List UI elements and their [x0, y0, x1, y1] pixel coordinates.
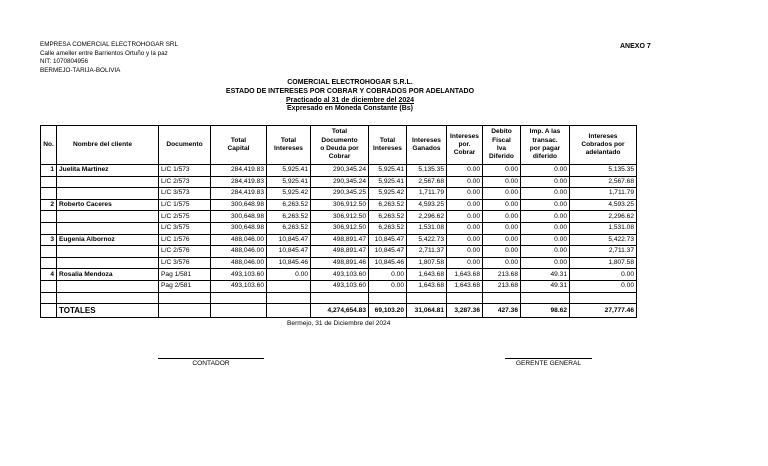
cell-row-number — [41, 176, 57, 188]
cell-interest-earned: 1,643.68 — [407, 280, 447, 292]
cell-total-interest-2: 10,845.46 — [369, 257, 407, 269]
report-title: ESTADO DE INTERESES POR COBRAR Y COBRADOS POR ADELANTADO — [225, 87, 475, 95]
cell-client-name — [57, 176, 159, 188]
cell-interest-earned: 1,807.58 — [407, 257, 447, 269]
cell-total-interest-2: 5,925.41 — [369, 165, 407, 177]
cell-total-capital: 300,648.98 — [211, 222, 267, 234]
cell-interest-earned: 4,593.25 — [407, 199, 447, 211]
col-header-capital: Total Capital — [211, 126, 267, 165]
cell-tax-deferred: 0.00 — [521, 211, 570, 223]
cell-tax-deferred: 0.00 — [521, 188, 570, 200]
cell-iva-deferred: 0.00 — [483, 257, 521, 269]
col-header-document: Documento — [159, 126, 211, 165]
cell-iva-deferred: 0.00 — [483, 188, 521, 200]
company-name: EMPRESA COMERCIAL ELECTROHOGAR SRL — [40, 41, 178, 48]
cell-document: Pag 1/581 — [159, 269, 211, 281]
cell-row-number: 3 — [41, 234, 57, 246]
cell-document: L/C 3/575 — [159, 222, 211, 234]
totals-total-document: 4,274,654.83 — [311, 303, 369, 317]
cell-interest-advance: 2,567.68 — [570, 176, 637, 188]
col-header-total-interest: Total Intereses — [369, 126, 407, 165]
cell-document: Pag 2/581 — [159, 280, 211, 292]
cell-client-name: Eugenia Albornoz — [57, 234, 159, 246]
cell-total-capital: 493,103.60 — [211, 280, 267, 292]
cell-total-interest: 6,263.52 — [267, 222, 311, 234]
totals-receivable: 3,287.36 — [447, 303, 483, 317]
totals-total-interest: 69,103.20 — [369, 303, 407, 317]
cell-total-document: 498,891.47 — [311, 246, 369, 258]
cell-total-capital: 300,648.98 — [211, 211, 267, 223]
totals-imp: 98.62 — [521, 303, 570, 317]
cell-document: L/C 3/576 — [159, 257, 211, 269]
cell-total-capital: 284,419.83 — [211, 165, 267, 177]
cell-total-interest-2: 10,845.47 — [369, 234, 407, 246]
cell-client-name — [57, 280, 159, 292]
cell-interest-advance: 2,296.62 — [570, 211, 637, 223]
cell-total-interest: 5,925.41 — [267, 176, 311, 188]
cell-total-capital: 284,419.83 — [211, 188, 267, 200]
table-row — [41, 199, 637, 211]
cell-total-capital: 493,103.60 — [211, 269, 267, 281]
cell-total-interest: 6,263.52 — [267, 211, 311, 223]
totals-iva: 427.36 — [483, 303, 521, 317]
table-row — [41, 165, 637, 177]
company-address: Calle ameller entre Barrientos Ortuño y la paz — [40, 49, 168, 57]
cell-total-interest-2: 5,925.41 — [369, 176, 407, 188]
cell-interest-advance: 0.00 — [570, 280, 637, 292]
report-company-title: COMERCIAL ELECTROHOGAR S.R.L. — [287, 79, 413, 86]
cell-interest-advance: 1,531.08 — [570, 222, 637, 234]
cell-client-name — [57, 257, 159, 269]
cell-row-number — [41, 246, 57, 258]
cell-interest-earned: 2,296.62 — [407, 211, 447, 223]
cell-total-capital: 488,046.00 — [211, 234, 267, 246]
cell-document: L/C 3/573 — [159, 188, 211, 200]
annex-label: ANEXO 7 — [620, 43, 651, 50]
col-header-advance: Intereses Cobrados por adelantado — [570, 126, 637, 165]
cell-total-capital: 488,046.00 — [211, 257, 267, 269]
cell-tax-deferred: 0.00 — [521, 222, 570, 234]
cell-interest-receivable: 0.00 — [447, 176, 483, 188]
cell-interest-receivable: 0.00 — [447, 165, 483, 177]
cell-document: L/C 2/575 — [159, 211, 211, 223]
cell-row-number — [41, 222, 57, 234]
cell-total-interest — [267, 280, 311, 292]
cell-client-name — [57, 211, 159, 223]
col-header-imp: Imp. A las transac. por pagar diferido — [521, 126, 570, 165]
cell-total-document: 290,345.25 — [311, 188, 369, 200]
table-row — [41, 176, 637, 188]
cell-iva-deferred: 0.00 — [483, 211, 521, 223]
cell-tax-deferred: 0.00 — [521, 234, 570, 246]
company-info — [40, 41, 178, 75]
spacer-row — [41, 292, 637, 303]
interest-table — [40, 125, 637, 318]
cell-total-interest-2: 6,263.52 — [369, 199, 407, 211]
col-header-client: Nombre del cliente — [57, 126, 159, 165]
report-titles — [0, 79, 700, 114]
cell-client-name: Roberto Caceres — [57, 199, 159, 211]
cell-total-document: 306,912.50 — [311, 222, 369, 234]
cell-iva-deferred: 0.00 — [483, 246, 521, 258]
cell-interest-earned: 5,135.35 — [407, 165, 447, 177]
cell-total-capital: 300,648.98 — [211, 199, 267, 211]
cell-row-number — [41, 211, 57, 223]
cell-iva-deferred: 0.00 — [483, 222, 521, 234]
cell-document: L/C 1/575 — [159, 199, 211, 211]
col-header-iva: Debito Fiscal Iva Diferido — [483, 126, 521, 165]
company-nit: NIT: 1070804956 — [40, 58, 88, 66]
cell-client-name — [57, 188, 159, 200]
cell-total-interest: 10,845.47 — [267, 234, 311, 246]
cell-tax-deferred: 0.00 — [521, 199, 570, 211]
cell-interest-earned: 1,643.68 — [407, 269, 447, 281]
cell-interest-advance: 1,711.79 — [570, 188, 637, 200]
cell-interest-earned: 2,567.68 — [407, 176, 447, 188]
cell-total-document: 306,912.50 — [311, 199, 369, 211]
cell-interest-advance: 5,135.35 — [570, 165, 637, 177]
cell-iva-deferred: 0.00 — [483, 199, 521, 211]
company-location: BERMEJO-TARIJA-BOLIVIA — [40, 66, 121, 74]
cell-tax-deferred: 0.00 — [521, 246, 570, 258]
cell-total-interest: 10,845.46 — [267, 257, 311, 269]
cell-interest-receivable: 0.00 — [447, 211, 483, 223]
cell-total-document: 498,891.47 — [311, 234, 369, 246]
report-date: Practicado al 31 de diciembre del 2024 — [285, 96, 414, 104]
cell-total-interest: 5,925.42 — [267, 188, 311, 200]
table-body — [41, 165, 637, 293]
cell-iva-deferred: 0.00 — [483, 234, 521, 246]
cell-interest-advance: 1,807.58 — [570, 257, 637, 269]
table-header-row — [41, 126, 637, 165]
place-date: Bermejo, 31 de Diciembre del 2024 — [287, 320, 391, 327]
table-row — [41, 269, 637, 281]
cell-total-interest-2: 0.00 — [369, 280, 407, 292]
cell-interest-earned: 1,711.79 — [407, 188, 447, 200]
cell-total-capital: 284,419.83 — [211, 176, 267, 188]
table-row — [41, 257, 637, 269]
cell-interest-receivable: 0.00 — [447, 257, 483, 269]
cell-total-document: 290,345.24 — [311, 165, 369, 177]
totals-earned: 31,064.81 — [407, 303, 447, 317]
cell-row-number: 4 — [41, 269, 57, 281]
table-row — [41, 188, 637, 200]
cell-total-interest: 0.00 — [267, 269, 311, 281]
totals-row — [41, 303, 637, 317]
cell-tax-deferred: 49.31 — [521, 280, 570, 292]
cell-total-interest-2: 10,845.47 — [369, 246, 407, 258]
cell-total-interest: 10,845.47 — [267, 246, 311, 258]
cell-interest-receivable: 0.00 — [447, 234, 483, 246]
cell-row-number — [41, 280, 57, 292]
col-header-earned: Intereses Ganados — [407, 126, 447, 165]
cell-client-name — [57, 246, 159, 258]
table-row — [41, 234, 637, 246]
cell-iva-deferred: 213.68 — [483, 280, 521, 292]
cell-row-number — [41, 257, 57, 269]
cell-interest-earned: 1,531.08 — [407, 222, 447, 234]
cell-client-name: Juelita Martinez — [57, 165, 159, 177]
col-header-receivable: Intereses por. Cobrar — [447, 126, 483, 165]
cell-total-interest-2: 6,263.52 — [369, 211, 407, 223]
cell-row-number — [41, 188, 57, 200]
cell-interest-earned: 5,422.73 — [407, 234, 447, 246]
table-row — [41, 280, 637, 292]
col-header-no: No. — [41, 126, 57, 165]
cell-client-name: Rosalia Mendoza — [57, 269, 159, 281]
cell-interest-receivable: 1,643.68 — [447, 280, 483, 292]
cell-total-document: 306,912.50 — [311, 211, 369, 223]
cell-tax-deferred: 0.00 — [521, 165, 570, 177]
totals-label: TOTALES — [57, 303, 159, 317]
cell-interest-advance: 2,711.37 — [570, 246, 637, 258]
cell-iva-deferred: 0.00 — [483, 176, 521, 188]
cell-total-capital: 488,046.00 — [211, 246, 267, 258]
cell-total-document: 493,103.60 — [311, 269, 369, 281]
cell-total-document: 493,103.60 — [311, 280, 369, 292]
cell-total-document: 290,345.24 — [311, 176, 369, 188]
cell-interest-receivable: 0.00 — [447, 222, 483, 234]
report-currency: Expresado en Moneda Constante (Bs) — [286, 105, 414, 113]
cell-row-number: 1 — [41, 165, 57, 177]
cell-document: L/C 1/576 — [159, 234, 211, 246]
cell-interest-receivable: 0.00 — [447, 199, 483, 211]
cell-interest-earned: 2,711.37 — [407, 246, 447, 258]
cell-total-interest: 6,263.52 — [267, 199, 311, 211]
cell-document: L/C 2/573 — [159, 176, 211, 188]
col-header-total-document: Total Documento o Deuda por Cobrar — [311, 126, 369, 165]
signature-general-manager: GERENTE GENERAL — [505, 358, 592, 367]
cell-interest-receivable: 0.00 — [447, 246, 483, 258]
table-row — [41, 246, 637, 258]
cell-interest-receivable: 1,643.68 — [447, 269, 483, 281]
cell-iva-deferred: 0.00 — [483, 165, 521, 177]
cell-total-document: 498,891.46 — [311, 257, 369, 269]
cell-total-interest-2: 6,263.52 — [369, 222, 407, 234]
cell-row-number: 2 — [41, 199, 57, 211]
cell-total-interest-2: 5,925.42 — [369, 188, 407, 200]
signature-accountant: CONTADOR — [158, 358, 264, 367]
cell-tax-deferred: 0.00 — [521, 176, 570, 188]
cell-document: L/C 1/573 — [159, 165, 211, 177]
cell-iva-deferred: 213.68 — [483, 269, 521, 281]
col-header-interest: Total Intereses — [267, 126, 311, 165]
cell-interest-advance: 5,422.73 — [570, 234, 637, 246]
table-row — [41, 222, 637, 234]
table-row — [41, 211, 637, 223]
cell-client-name — [57, 222, 159, 234]
cell-interest-receivable: 0.00 — [447, 188, 483, 200]
totals-advance: 27,777.46 — [570, 303, 637, 317]
cell-interest-advance: 0.00 — [570, 269, 637, 281]
cell-total-interest-2: 0.00 — [369, 269, 407, 281]
cell-total-interest: 5,925.41 — [267, 165, 311, 177]
cell-interest-advance: 4,593.25 — [570, 199, 637, 211]
cell-tax-deferred: 49.31 — [521, 269, 570, 281]
cell-tax-deferred: 0.00 — [521, 257, 570, 269]
cell-document: L/C 2/576 — [159, 246, 211, 258]
